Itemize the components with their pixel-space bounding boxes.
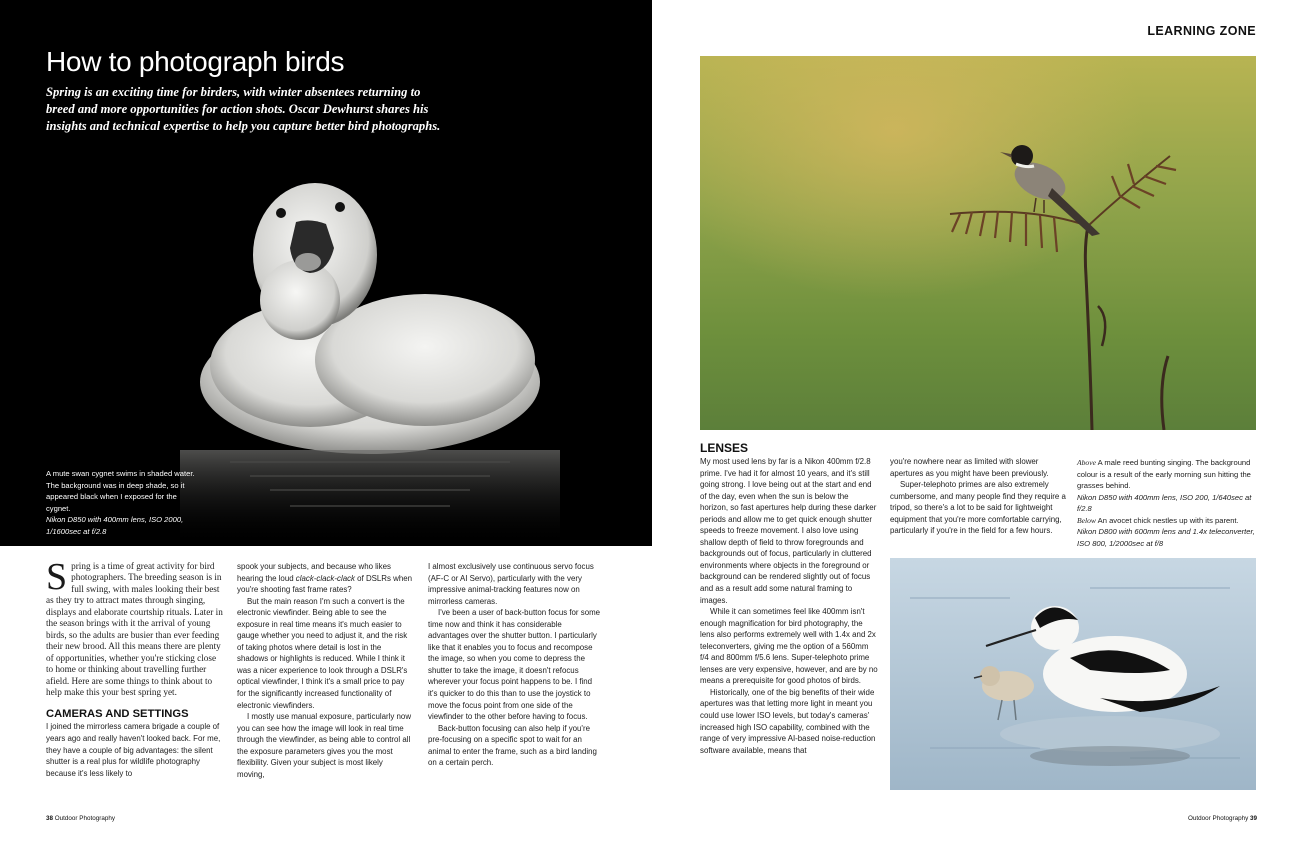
- cygnet-photo: [150, 120, 590, 546]
- page-number: 38: [46, 815, 54, 822]
- caption-above-text: A male reed bunting singing. The background colour is a result of the early morning sun hitting the grasses behind.: [1077, 458, 1251, 491]
- avocet-illustration: [890, 558, 1256, 790]
- body-paragraph: Historically, one of the big benefits of their wide apertures was that letting more light in meant you could use lower ISO levels, but today's cameras' increased high ISO capability, combined with the range of very impressive AI-based noise-reduction software available, means that: [700, 687, 876, 755]
- body-column-2: [237, 561, 412, 780]
- drop-cap: S: [46, 556, 68, 598]
- reed-bunting-photo: [700, 56, 1256, 430]
- article-title: How to photograph birds: [46, 46, 345, 77]
- section-label: LEARNING ZONE: [1147, 24, 1256, 38]
- body-paragraph: But the main reason I'm such a convert is the electronic viewfinder. Being able to see the exposure in real time means it's much easier to gauge whether you need to adjust it, and the risk of taking photos where detail is lost in the shadows or highlights is reduced. While I think it was a nicer experience to look through a DSLR's optical viewfinder, I think it's a small price to pay for the significantly increased functionality of electronic viewfinders.: [237, 596, 408, 710]
- standfirst: Spring is an exciting time for birders, with winter absentees returning to breed and more opportunities for action shots. Oscar Dewhurst shares his insights and technical expertise to help you capture better bird photographs.: [46, 85, 441, 133]
- intro-text: pring is a time of great activity for bird photographers. The breeding season is in full swing, with males looking their best as they try to attract mates through singing, displays and elaborate courtship rituals. Later in the season brings with it the arrival of young birds, so the adults are busier than ever feeding their new brood. All this means there are plenty of opportunities, whether you're sticking close to home or thinking about travelling further afield. Here are some things to think about to help make this your best spring yet.: [46, 561, 223, 697]
- body-paragraph: I joined the mirrorless camera brigade a couple of years ago and really haven't looked back. For me, they have a couple of big advantages: the silent shutter is a real plus for wildlife photography because it's less likely to: [46, 722, 221, 778]
- reed-bunting-illustration: [700, 56, 1256, 430]
- body-text: spook your subjects, and because who likes hearing the loud: [237, 562, 391, 583]
- caption-below-label: Below: [1077, 515, 1096, 525]
- body-paragraph: I've been a user of back-button focus for some time now and think it has considerable advantages over the shutter button. I particularly like that it enables you to focus and recompose the image, so when you come to depress the shutter to take the image, it doesn't refocus wherever your focus point happens to be. I find it's quicker to do this than to use the joystick to move the focus point from one side of the viewfinder to the other before having to focus.: [428, 608, 601, 722]
- avocet-photo: [890, 558, 1256, 790]
- hero-caption: [46, 468, 196, 538]
- body-column-5: [890, 456, 1068, 537]
- hero-caption-text: A mute swan cygnet swims in shaded water. The background was in deep shade, so it appeared black when I exposed for the cygnet.: [46, 469, 195, 513]
- body-paragraph: Back-button focusing can also help if you're pre-focusing on a specific spot to wait for an animal to enter the frame, such as a bird landing on a certain perch.: [428, 723, 597, 768]
- lenses-heading: LENSES: [700, 441, 749, 455]
- caption-below-tech: Nikon D800 with 600mm lens and 1.4x teleconverter, ISO 800, 1/2000sec at f/8: [1077, 527, 1255, 548]
- body-paragraph: you're nowhere near as limited with slower apertures as you might have been previously.: [890, 457, 1049, 478]
- caption-below: [1077, 515, 1257, 550]
- body-emphasis: clack-clack-clack: [295, 573, 355, 583]
- body-column-4: [700, 456, 878, 756]
- body-paragraph: [237, 561, 412, 596]
- caption-above: [1077, 457, 1257, 515]
- caption-above-tech: Nikon D850 with 400mm lens, ISO 200, 1/640sec at f/2.8: [1077, 492, 1252, 514]
- body-paragraph: Super-telephoto primes are also extremely cumbersome, and many people find they require a tripod, so there's a lot to be said for lightweight equipment that you're more comfortable carrying, particularly if you're in the field for a few hours.: [890, 480, 1066, 536]
- body-paragraph: I almost exclusively use continuous servo focus (AF-C or AI Servo), particularly with the very impressive animal-tracking features now on mirrorless cameras.: [428, 562, 594, 606]
- magazine-name: Outdoor Photography: [1188, 815, 1249, 822]
- body-column-1: [46, 556, 224, 779]
- intro-paragraph: [46, 556, 224, 698]
- body-paragraph: My most used lens by far is a Nikon 400mm f/2.8 prime. I've had it for almost 10 years, and it's still going strong. I love being out at the start and end of the day, even when the sun is below the horizon, so fast apertures help during these darker periods and allow me to get quick enough shutter speeds to freeze movement. I also love using shallow depth of field to throw foregrounds and backgrounds out of focus, particularly in cluttered environments where objects in the foreground or background can be rendered slightly out of focus and as a result add some natural framing to images.: [700, 457, 877, 605]
- hero-caption-tech: Nikon D850 with 400mm lens, ISO 2000, 1/1600sec at f/2.8: [46, 515, 184, 536]
- cameras-heading: CAMERAS AND SETTINGS: [46, 708, 189, 721]
- folio-right: [1188, 815, 1257, 822]
- folio-left: [46, 815, 115, 822]
- body-paragraph: I mostly use manual exposure, particularly now you can see how the image will look in real time through the viewfinder, as being able to control all the exposure parameters gives you the most flexibility. Given your subject is most likely moving,: [237, 712, 412, 779]
- page-number: 39: [1249, 815, 1257, 822]
- body-column-3: [428, 561, 603, 769]
- hero-photo-panel: [0, 0, 652, 546]
- caption-above-label: Above: [1077, 458, 1096, 467]
- magazine-name: Outdoor Photography: [54, 815, 115, 822]
- photo-captions: [1077, 457, 1257, 549]
- body-text: of DSLRs when you're shooting fast frame rates?: [237, 573, 412, 595]
- caption-below-text: An avocet chick nestles up with its parent.: [1095, 515, 1239, 525]
- body-paragraph: While it can sometimes feel like 400mm isn't enough magnification for bird photography, the lens also performs extremely well with 1.4x and 2x teleconverters, giving me the option of a 560mm f/4 and 800mm f/5.6 lens. Super-telephoto prime lenses are very expensive, however, and are by no means a prerequisite for good photos of birds.: [700, 607, 878, 686]
